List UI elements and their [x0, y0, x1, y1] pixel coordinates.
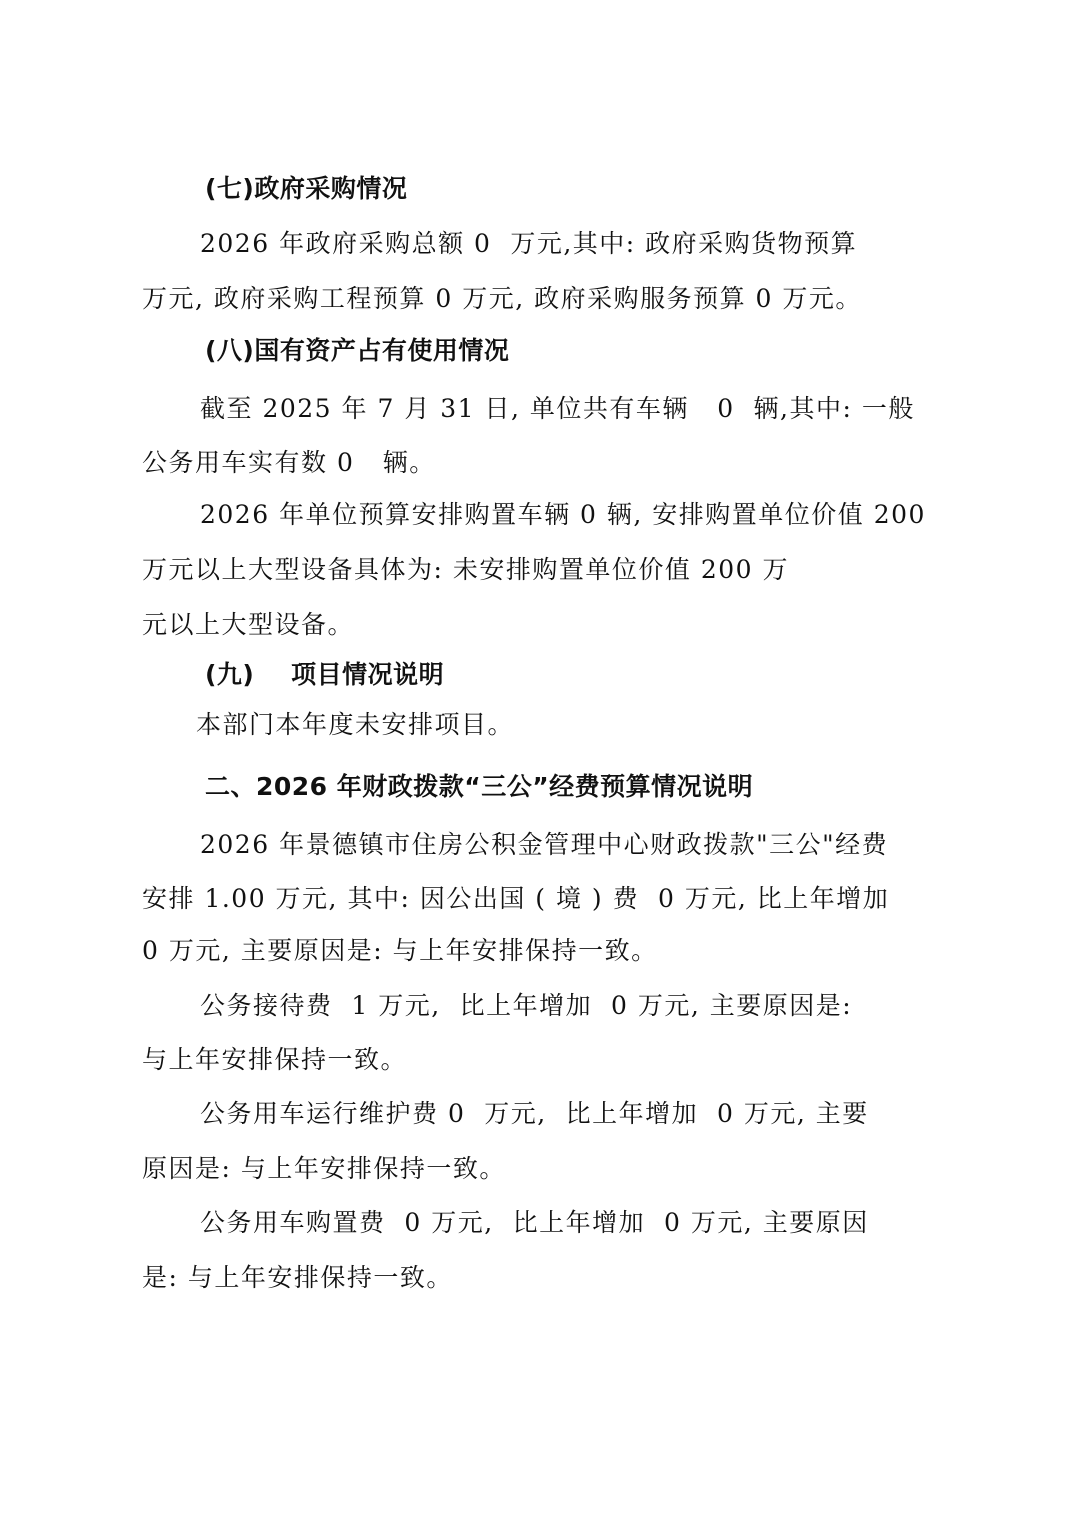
section-heading-project-description: (九) 项目情况说明	[205, 660, 445, 689]
paragraph-line: 2026 年政府采购总额 0 万元,其中: 政府采购货物预算	[200, 229, 858, 258]
paragraph-line: 万元, 政府采购工程预算 0 万元, 政府采购服务预算 0 万元。	[142, 284, 862, 313]
paragraph-line: 0 万元, 主要原因是: 与上年安排保持一致。	[142, 936, 658, 965]
section-heading-government-procurement: (七)政府采购情况	[205, 174, 408, 203]
paragraph-line: 公务接待费 1 万元, 比上年增加 0 万元, 主要原因是:	[200, 991, 853, 1020]
paragraph-line: 与上年安排保持一致。	[142, 1045, 408, 1074]
paragraph-line: 公务用车实有数 0 辆。	[142, 448, 436, 477]
section-heading-three-public-expenses: 二、2026 年财政拨款“三公”经费预算情况说明	[205, 772, 754, 801]
paragraph-line: 截至 2025 年 7 月 31 日, 单位共有车辆 0 辆,其中: 一般	[200, 394, 915, 423]
section-heading-state-assets: (八)国有资产占有使用情况	[205, 336, 510, 365]
paragraph-line: 公务用车购置费 0 万元, 比上年增加 0 万元, 主要原因	[200, 1208, 869, 1237]
paragraph-line: 元以上大型设备。	[142, 610, 355, 639]
paragraph-line: 安排 1.00 万元, 其中: 因公出国 ( 境 ) 费 0 万元, 比上年增加	[142, 884, 890, 913]
paragraph-line: 2026 年景德镇市住房公积金管理中心财政拨款"三公"经费	[200, 830, 889, 859]
paragraph-line: 原因是: 与上年安排保持一致。	[142, 1154, 506, 1183]
paragraph-line: 公务用车运行维护费 0 万元, 比上年增加 0 万元, 主要	[200, 1099, 869, 1128]
paragraph-line: 万元以上大型设备具体为: 未安排购置单位价值 200 万	[142, 555, 789, 584]
paragraph-line: 是: 与上年安排保持一致。	[142, 1263, 453, 1292]
paragraph-line: 本部门本年度未安排项目。	[196, 710, 515, 739]
paragraph-line: 2026 年单位预算安排购置车辆 0 辆, 安排购置单位价值 200	[200, 500, 926, 529]
